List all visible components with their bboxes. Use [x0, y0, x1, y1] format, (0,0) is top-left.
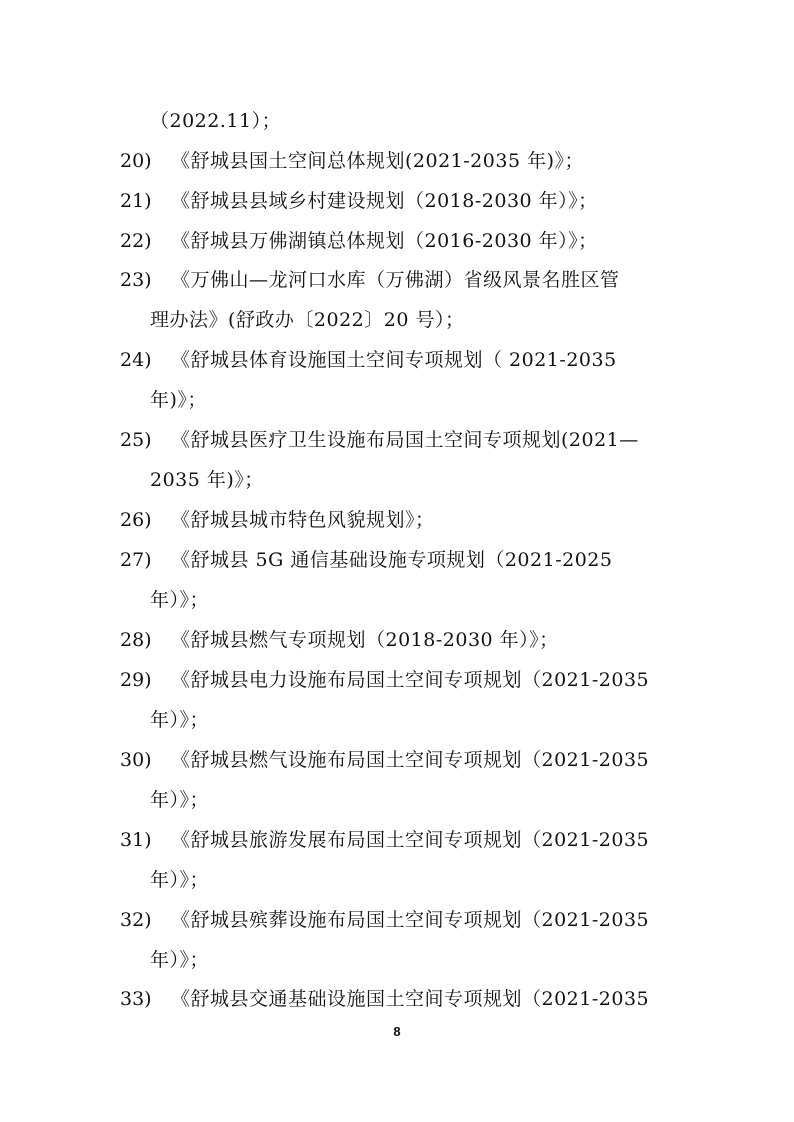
item-text: 《舒城县体育设施国土空间专项规划（ 2021-2035 — [171, 349, 617, 371]
item-number: 23) — [120, 269, 152, 291]
list-item — [120, 186, 676, 216]
list-item-continuation: 年）》； — [150, 789, 210, 811]
item-number: 25) — [120, 429, 152, 451]
list-item-continuation: （2022.11）； — [150, 110, 282, 132]
list-item-continuation: 年）》； — [150, 949, 210, 971]
list-item-continuation: 年）》； — [150, 709, 210, 731]
list-item — [120, 226, 676, 256]
page-number: 8 — [393, 1024, 401, 1039]
item-number: 32) — [120, 909, 152, 931]
item-number: 27) — [120, 549, 152, 571]
list-item — [120, 345, 676, 375]
list-item-continuation: 2035 年)》； — [150, 469, 264, 491]
list-item — [120, 146, 676, 176]
list-item — [120, 825, 676, 855]
item-number: 20) — [120, 150, 152, 172]
item-number: 29) — [120, 669, 152, 691]
item-text: 《舒城县 5G 通信基础设施专项规划（2021-2025 — [171, 549, 613, 571]
item-text: 《舒城县城市特色风貌规划》； — [171, 509, 435, 531]
item-number: 24) — [120, 349, 152, 371]
item-text: 《舒城县县域乡村建设规划（2018-2030 年）》； — [171, 190, 598, 212]
item-number: 22) — [120, 230, 152, 252]
list-item — [120, 265, 676, 295]
list-item-continuation: 年)》； — [150, 389, 207, 411]
item-text: 《舒城县殡葬设施布局国土空间专项规划（2021-2035 — [171, 909, 650, 931]
item-text: 《万佛山—龙河口水库（万佛湖）省级风景名胜区管 — [171, 269, 620, 291]
list-item — [120, 665, 676, 695]
item-number: 21) — [120, 190, 152, 212]
item-number: 28) — [120, 629, 152, 651]
list-item-continuation: 年）》； — [150, 869, 210, 891]
item-number: 30) — [120, 749, 152, 771]
list-item — [120, 905, 676, 935]
item-text: 《舒城县电力设施布局国土空间专项规划（2021-2035 — [171, 669, 650, 691]
list-item-continuation: 理办法》(舒政办〔2022〕20 号）； — [150, 309, 465, 331]
item-number: 31) — [120, 829, 152, 851]
list-item-continuation: 年）》； — [150, 589, 210, 611]
item-text: 《舒城县燃气专项规划（2018-2030 年）》； — [171, 629, 559, 651]
item-text: 《舒城县医疗卫生设施布局国土空间专项规划(2021— — [171, 429, 639, 451]
list-item — [120, 505, 676, 535]
item-text: 《舒城县燃气设施布局国土空间专项规划（2021-2035 — [171, 749, 650, 771]
list-item — [120, 984, 676, 1014]
item-number: 33) — [120, 988, 152, 1010]
item-text: 《舒城县旅游发展布局国土空间专项规划（2021-2035 — [171, 829, 650, 851]
item-text: 《舒城县交通基础设施国土空间专项规划（2021-2035 — [171, 988, 650, 1010]
list-item — [120, 745, 676, 775]
list-item — [120, 545, 676, 575]
item-number: 26) — [120, 509, 152, 531]
item-text: 《舒城县国土空间总体规划(2021-2035 年)》； — [171, 150, 584, 172]
list-item — [120, 625, 676, 655]
list-item — [120, 425, 676, 455]
item-text: 《舒城县万佛湖镇总体规划（2016-2030 年）》； — [171, 230, 598, 252]
